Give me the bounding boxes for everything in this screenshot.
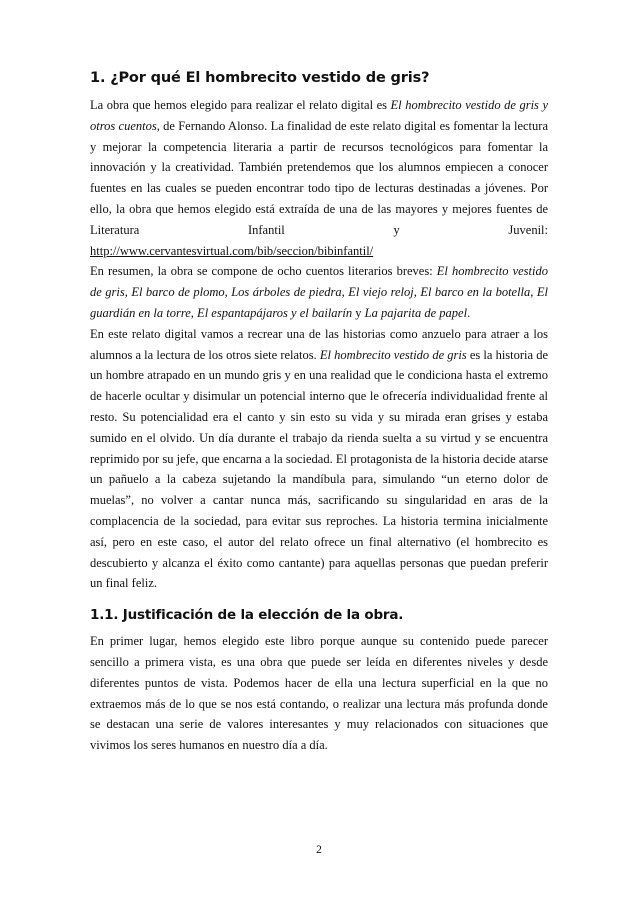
justification-paragraph: En primer lugar, hemos elegido este libro porque aunque su contenido puede parecer sencillo a primera vista, es una obra que puede ser leída en diferentes niveles y desde diferentes puntos de vista. Podemos hacer de ella una lectura superficial en la que no extraemos más de lo que se nos está contando, o realizar una lectura más profunda donde se destacan una serie de valores interesantes y muy relacionados con situaciones que vivimos los seres humanos en nuestro día a día. [90,634,548,753]
paragraph-text: En resumen, la obra se compone de ocho cuentos literarios breves: [90,264,437,279]
paragraph-text: es la historia de un hombre atrapado en un mundo gris y en una realidad que le condiciona hasta el extremo de hacerle ocultar y disimular un potencial interno que le ofrecería individualidad frente al resto. Su potencialidad era el canto y sin esto su vida y su mirada eran grises y estaba sumido en el olvido. Un día durante el trabajo da rienda suelta a su virtud y se encuentra reprimido por su jefe, que encarna a la sociedad. El protagonista de la historia decide atarse un pañuelo a la cabeza sujetando la mandíbula para, simulando “un eterno dolor de muelas”, no volver a cantar nunca más, sacrificando su singularidad en aras de la complacencia de la sociedad, para evitar sus reproches. La historia termina inicialmente así, pero en este caso, el autor del relato ofrece un final alternativo (el hombrecito es descubierto y alcanza el éxito como cantante) para aquellas personas que puedan preferir un final feliz. [90,347,548,591]
link-paragraph [90,241,548,262]
paragraph-text: , de Fernando Alonso. La finalidad de este relato digital es fomentar la lectura y mejorar la competencia literaria a partir de recursos tecnológicos para fomentar la innovación y la creatividad. También pretendemos que los alumnos empiecen a conocer fuentes en las cuales se pueden encontrar todo tipo de lecturas destinadas a jóvenes. Por ello, la obra que hemos elegido está extraída de una de las mayores y mejores fuentes de Literatura Infantil y Juvenil: [90,118,548,237]
source-link[interactable]: http://www.cervantesvirtual.com/bib/seccion/bibinfantil/ [90,243,374,258]
book-title: El hombrecito vestido de gris y otros cuentos [90,98,548,133]
page-content [90,70,548,756]
story-title: La pajarita de papel [364,305,468,320]
story-title: El hombrecito vestido de gris [319,347,467,362]
story-titles: El hombrecito vestido de gris, El barco de plomo, Los árboles de piedra, El viejo reloj, El barco en la botella, El guardián en la torre, El espantapájaros y el bailarín [90,264,548,320]
page-number: 2 [316,844,322,856]
paragraph-text: y [352,305,365,320]
summary-paragraph [90,261,548,323]
section-heading: 1. ¿Por qué El hombrecito vestido de gris? [90,70,430,86]
paragraph-text: La obra que hemos elegido para realizar el relato digital es [90,98,391,112]
story-paragraph [90,324,548,594]
paragraph-text: . [467,305,471,320]
paragraph-text: En este relato digital vamos a recrear una de las historias como anzuelo para atraer a los alumnos a la lectura de los otros siete relatos. [90,326,548,362]
intro-paragraph [90,95,548,241]
subsection-heading: 1.1. Justificación de la elección de la obra. [90,607,404,624]
